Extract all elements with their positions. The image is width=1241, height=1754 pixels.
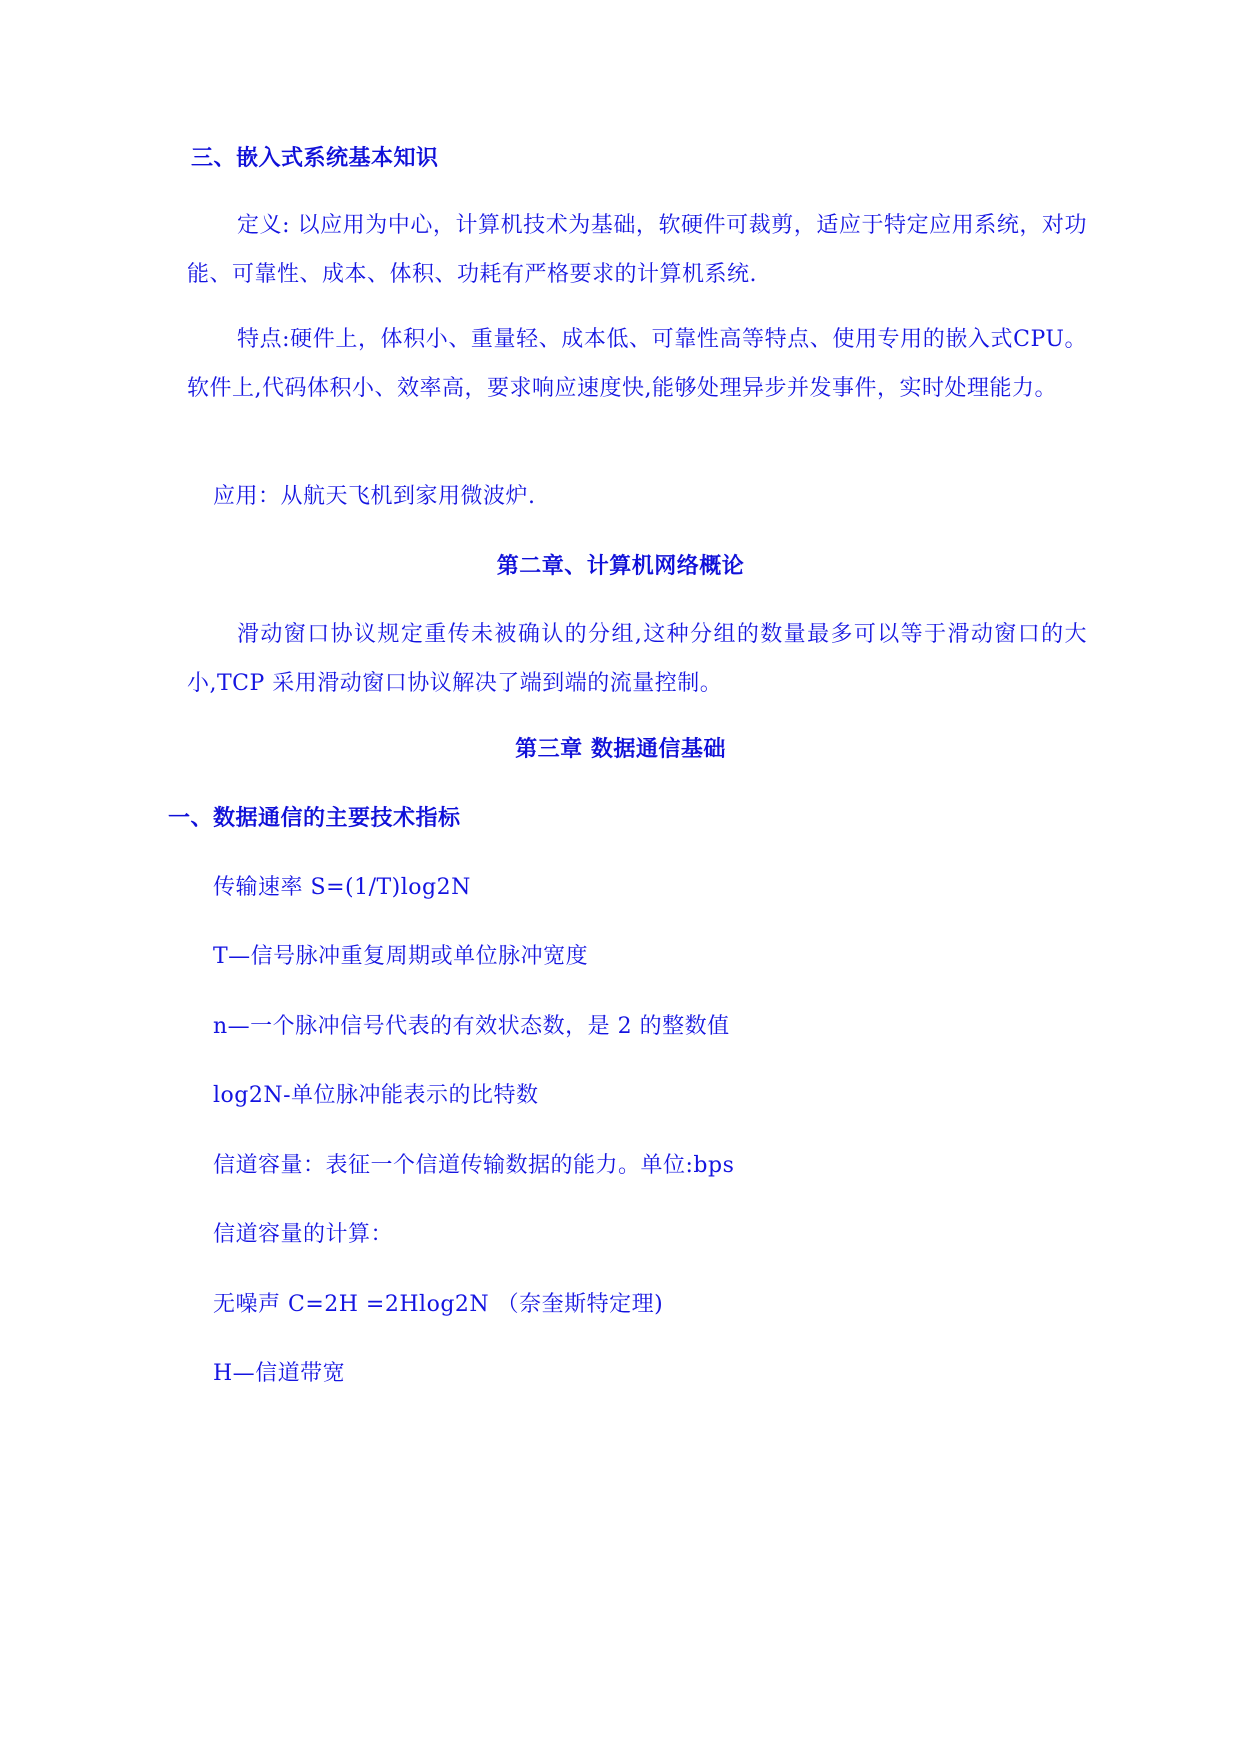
channel-capacity-calculation: 信道容量的计算：: [213, 1222, 394, 1247]
section-heading-technical-indicators: 一、数据通信的主要技术指标: [168, 805, 461, 831]
section-heading-embedded-systems: 三、嵌入式系统基本知识: [191, 145, 439, 171]
chapter-2-title-text: 第二章、计算机网络概论: [496, 553, 745, 579]
definition-log2N: log2N-单位脉冲能表示的比特数: [213, 1083, 539, 1108]
paragraph-sliding-window: 滑动窗口协议规定重传未被确认的分组,这种分组的数量最多可以等于滑动窗口的大小,TCP 采用滑动窗口协议解决了端到端的流量控制。: [187, 622, 1087, 696]
definition-n: n—一个脉冲信号代表的有效状态数，是 2 的整数值: [213, 1014, 730, 1039]
chapter-3-title-text: 第三章 数据通信基础: [515, 736, 726, 762]
chapter-2-title: [0, 551, 1241, 581]
definition-channel-capacity: 信道容量：表征一个信道传输数据的能力。单位:bps: [213, 1153, 735, 1178]
chapter-3-title: [0, 734, 1241, 764]
paragraph-features: 特点:硬件上，体积小、重量轻、成本低、可靠性高等特点、使用专用的嵌入式CPU。软件上,代码体积小、效率高，要求响应速度快,能够处理异步并发事件，实时处理能力。: [187, 327, 1087, 401]
formula-transmission-rate: 传输速率 S=(1/T)log2N: [213, 875, 471, 900]
paragraph-definition: 定义: 以应用为中心，计算机技术为基础，软硬件可裁剪，适应于特定应用系统，对功能、可靠性、成本、体积、功耗有严格要求的计算机系统.: [187, 213, 1087, 287]
formula-noiseless-nyquist: 无噪声 C=2H =2Hlog2N （奈奎斯特定理): [213, 1292, 664, 1317]
definition-H: H—信道带宽: [213, 1361, 346, 1386]
definition-T: T—信号脉冲重复周期或单位脉冲宽度: [213, 944, 589, 969]
paragraph-application: 应用：从航天飞机到家用微波炉.: [213, 484, 536, 509]
